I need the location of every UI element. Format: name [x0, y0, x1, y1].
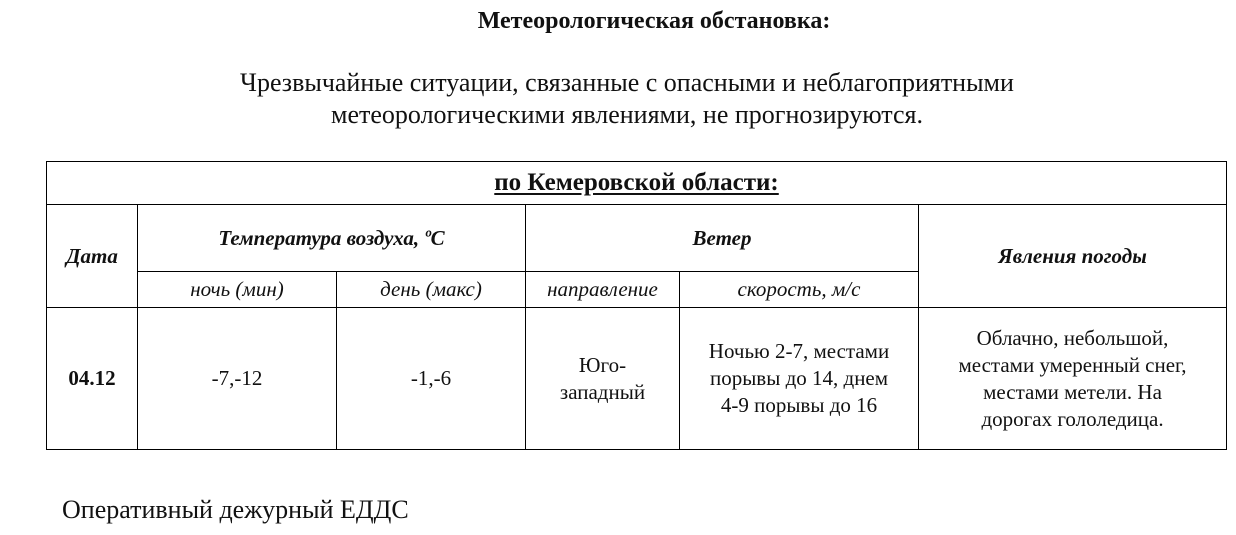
header-direction: направление: [526, 272, 680, 308]
duty-officer-signature: Оперативный дежурный ЕДДС: [62, 495, 409, 524]
cell-wind-speed: [680, 308, 919, 450]
header-temperature: Температура воздуха, ºС: [138, 205, 526, 272]
wind-speed-line-1: Ночью 2-7, местами: [708, 339, 890, 363]
cell-phenomena: [919, 308, 1227, 450]
forecast-line-2: метеорологическими явлениями, не прогнозируются.: [331, 100, 923, 129]
phenomena-line-2: местами умеренный снег,: [958, 352, 1187, 377]
header-wind: Ветер: [526, 205, 919, 272]
wind-direction-line-1: Юго-: [578, 352, 627, 377]
wind-direction-line-2: западный: [559, 379, 646, 404]
header-day: день (макс): [337, 272, 526, 308]
weather-table: [46, 161, 1227, 450]
cell-day-temp: -1,-6: [337, 308, 526, 450]
header-phenomena: Явления погоды: [919, 205, 1227, 308]
phenomena-line-4: дорогах гололедица.: [981, 406, 1164, 431]
cell-wind-direction: [526, 308, 680, 450]
table-row: [47, 308, 1227, 450]
forecast-statement: [0, 67, 1236, 131]
header-date: Дата: [47, 205, 138, 308]
wind-speed-line-2: порывы до 14, днем: [709, 366, 889, 390]
document-heading: Метеорологическая обстановка:: [477, 8, 831, 34]
phenomena-line-1: Облачно, небольшой,: [976, 325, 1169, 350]
region-title-text: по Кемеровской области:: [494, 169, 779, 196]
cell-night-temp: -7,-12: [138, 308, 337, 450]
wind-speed-line-3: 4-9 порывы до 16: [720, 393, 878, 417]
phenomena-line-3: местами метели. На: [983, 379, 1162, 404]
header-night: ночь (мин): [138, 272, 337, 308]
region-title: [47, 162, 1227, 205]
cell-date: 04.12: [47, 308, 138, 450]
forecast-line-1: Чрезвычайные ситуации, связанные с опасными и неблагоприятными: [240, 68, 1014, 97]
header-speed: скорость, м/с: [680, 272, 919, 308]
